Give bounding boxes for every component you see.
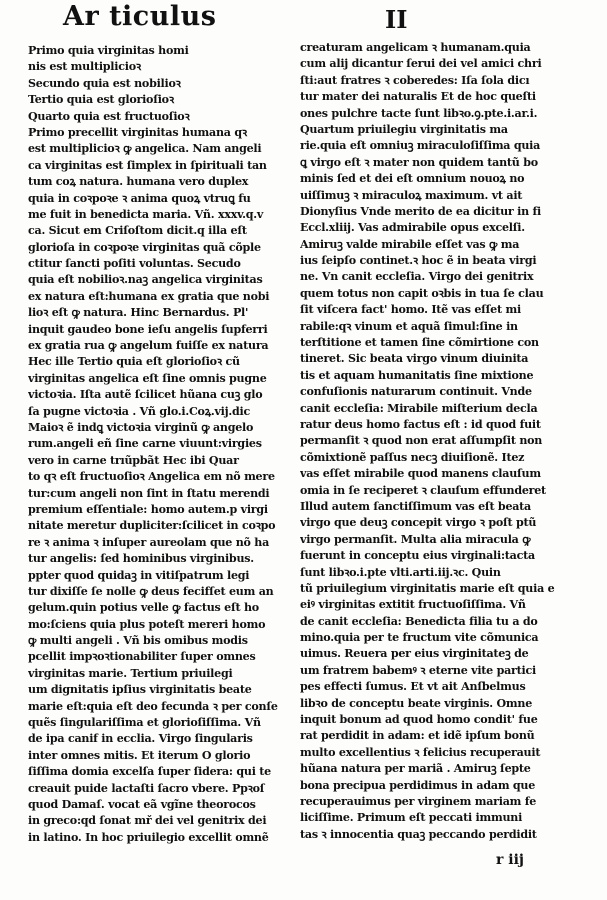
text-line: tur dixiſſe ſe nolle ꝙ deus fecifſet eum an — [28, 584, 274, 598]
text-line: tis et aquam humanitatis ſine mixtione — [300, 368, 534, 382]
text-line: creauit puide lactaſti ſacro vbere. Ppꝛoſ — [28, 781, 265, 795]
text-line: vas eſſet mirabile quod manens clauſum — [300, 467, 541, 481]
text-line: tineret. Sic beata virgo vinum diuinita — [300, 352, 529, 366]
text-line: tas ꝛ innocentia quaꝫ peccando perdidit — [300, 827, 537, 841]
text-line: victoꝛia. Iſta autẽ ſcilicet hũana cuꝫ glo — [28, 388, 263, 402]
text-line: Tertio quia est glorioſioꝛ — [28, 93, 174, 107]
text-line: uimus. Reuera per eius virginitateꝫ de — [300, 647, 529, 661]
text-line: ex natura eſt:humana ex gratia que nobi — [28, 289, 270, 303]
text-line: uiſſimuꝫ ꝛ miraculoꝝ maximum. vt ait — [300, 188, 523, 202]
text-line: inquit bonum ad quod homo condit' fue — [300, 713, 538, 727]
text-line: virginitas marie. Tertium priuilegi — [28, 666, 233, 680]
text-line: minis ſed et dei eſt omnium nouoꝝ no — [300, 172, 525, 186]
page-number: II — [385, 5, 408, 34]
text-line: liciſſime. Primum eſt peccati immuni — [300, 811, 523, 825]
text-line: pcellit impꝛoꝛtionabiliter ſuper omnes — [28, 650, 256, 664]
text-line: cum alij dicantur ſerui dei vel amici chri — [300, 57, 542, 71]
text-line: in greco:qd ſonat mř dei vel genitrix dei — [28, 814, 267, 828]
text-line: um dignitatis ipſius virginitatis beate — [28, 683, 252, 697]
text-line: confuſionis naturarum continuit. Vnde — [300, 385, 532, 399]
text-line: Quartum priuilegiu virginitatis ma — [300, 122, 508, 136]
text-line: cõmixtionẽ paſſus necꝫ diuiſionẽ. Itez — [300, 450, 525, 464]
text-line: pes effecti ſumus. Et vt ait Anſbelmus — [300, 680, 526, 694]
signature-mark: r iij — [496, 852, 524, 868]
text-line: mo:ſciens quia plus poteſt mereri homo — [28, 617, 266, 631]
text-line: ne. Vn canit eccleſia. Virgo dei genitrix — [300, 270, 534, 284]
text-line: recuperauimus per virginem mariam fe — [300, 794, 537, 808]
text-line: bona precipua perdidimus in adam que — [300, 778, 536, 792]
text-line: Maioꝛ ẽ indꝗ victoꝛia virginũ ꝙ angelo — [28, 420, 254, 434]
text-line: ꝗ virgo eſt ꝛ mater non quidem tantũ bo — [300, 155, 538, 169]
text-line: nitate meretur dupliciter:ſcilicet in coꝛpo — [28, 519, 276, 533]
text-line: Amiruꝫ valde mirabile eſſet vas ꝙ ma — [300, 237, 520, 251]
text-line: gelum.quin potius velle ꝙ factus eſt ho — [28, 601, 259, 615]
text-line: ꝙ multi angeli . Vñ bis omibus modis — [28, 634, 248, 648]
text-line: marie eſt:quia eſt deo fecunda ꝛ per conſe — [28, 699, 278, 713]
text-line: virgo permanſit. Multa alia miracula ꝙ — [300, 532, 531, 546]
text-line: inter omnes mitis. Et iterum O glorio — [28, 748, 251, 762]
text-line: quem totus non capit oꝛbis in tua ſe clau — [300, 286, 544, 300]
text-line: virgo que deuꝫ concepit virgo ꝛ poſt ptũ — [300, 516, 537, 530]
text-line: hũana natura per mariã . Amiruꝫ ſepte — [300, 762, 531, 776]
text-line: rie.quia eſt omniuꝫ miraculoſiſſima quia — [300, 139, 541, 153]
text-line: tur mater dei naturalis Et de hoc queſti — [300, 90, 536, 104]
text-line: tum coꝝ natura. humana vero duplex — [28, 175, 249, 189]
right-text-column — [300, 40, 595, 843]
text-line: creaturam angelicam ꝛ humanam.quia — [300, 41, 531, 54]
text-line: de canit eccleſia: Benedicta filia tu a do — [300, 614, 538, 628]
text-line: eiꝰ virginitas extitit fructuoſiſſima. Vñ — [300, 598, 526, 612]
running-head: Ar ticulus — [63, 1, 217, 32]
text-line: ius ſeipſo continet.ꝛ hoc ẽ in beata virgi — [300, 254, 537, 268]
text-line: quia eſt nobilioꝛ.naꝫ angelica virginitas — [28, 273, 263, 287]
left-text-column — [28, 43, 300, 846]
text-line: mino.quia per te fructum vite cõmunica — [300, 631, 539, 645]
column-gutter — [298, 40, 299, 840]
text-line: rum.angeli eñ ſine carne viuunt:virgies — [28, 437, 262, 451]
text-line: libꝛo de conceptu beate virginis. Omne — [300, 696, 533, 710]
text-line: ctitur ſancti poſiti voluntas. Secudo — [28, 257, 241, 271]
text-line: virginitas angelica eſt ſine omnis pugne — [28, 371, 267, 385]
text-line: ca virginitas est ſimplex in ſpirituali tan — [28, 158, 267, 172]
text-line: quẽs ſingulariſſima et glorioſiſſima. Vñ — [28, 716, 261, 730]
text-line: rat perdidit in adam: et idẽ ipſum bonũ — [300, 729, 535, 743]
text-line: quia in coꝛpoꝛe ꝛ anima quoꝝ vtruꝗ fu — [28, 191, 251, 205]
text-line: vero in carne trıũpbãt Hec ibi Quar — [28, 453, 239, 467]
text-line: ratur deus homo factus eſt : id quod fuit — [300, 417, 541, 431]
text-line: ca. Sicut em Criſoſtom dicit.q illa eſt — [28, 224, 247, 238]
text-line: Hec ille Tertio quia eſt glorioſioꝛ cũ — [28, 355, 240, 369]
text-line: canit eccleſia: Mirabile miſterium decla — [300, 401, 538, 415]
text-line: premium eſſentiale: homo autem.p virgi — [28, 502, 268, 516]
text-line: to qꝛ eſt fructuoſioꝛ Angelica em nõ mere — [28, 470, 275, 484]
text-line: rabile:qꝛ vinum et aquã ſimul:ſine in — [300, 319, 518, 333]
text-line: tur:cum angeli non ſint in ſtatu merendi — [28, 486, 270, 500]
text-line: Primo quia virginitas homi — [28, 44, 189, 57]
text-line: inquit gaudeo bone ieſu angelis ſupferri — [28, 322, 268, 336]
text-line: ſit viſcera fact' homo. Itẽ vas eſſet mi — [300, 303, 521, 317]
text-line: ſti:aut fratres ꝛ coberedes: Iſa ſola dicı — [300, 73, 530, 87]
text-line: re ꝛ anima ꝛ inſuper aureolam que nõ ha — [28, 535, 270, 549]
text-line: de ipa canif in ecclia. Virgo ſingularis — [28, 732, 253, 746]
text-line: Dionyſius Vnde merito de ea dicitur in fi — [300, 204, 542, 218]
text-line: me fuit in benedicta maria. Vñ. xxxv.q.v — [28, 207, 264, 221]
text-line: terſtitione et tamen ſine cõmirtione con — [300, 336, 539, 350]
text-line: in latino. In hoc priuilegio excellit omnẽ — [28, 830, 269, 844]
text-line: quod Damaſ. vocat eã vgĩne theorocos — [28, 797, 256, 811]
text-line: Secundo quia est nobilioꝛ — [28, 76, 181, 90]
text-line: Illud autem ſanctiſſimum vas eſt beata — [300, 499, 531, 513]
text-line: ſiſſima domia excelſa ſuper ſidera: qui te — [28, 765, 271, 779]
text-line: ſa pugne victoꝛia . Vñ glo.i.Coꝝ.vij.dic — [28, 404, 250, 418]
text-line: Primo precellit virginitas humana qꝛ — [28, 125, 247, 139]
text-line: omia in ſe reciperet ꝛ clauſum effunderet — [300, 483, 546, 497]
text-line: ſunt libꝛo.i.pte vlti.arti.iij.ꝛc. Quin — [300, 565, 501, 579]
text-line: nis est multiplicioꝛ — [28, 60, 141, 74]
text-line: tũ priuilegium virginitatis marie eſt quia e — [300, 581, 555, 595]
text-line: permanſit ꝛ quod non erat aſſumpſit non — [300, 434, 543, 448]
text-line: est multiplicioꝛ ꝙ angelica. Nam angeli — [28, 142, 262, 156]
text-line: tur angelis: ſed hominibus virginibus. — [28, 552, 254, 566]
text-line: fuerunt in conceptu eius virginali:tacta — [300, 549, 535, 563]
text-line: multo excellentius ꝛ felicius recuperauit — [300, 745, 541, 759]
text-line: Quarto quia est fructuoſioꝛ — [28, 109, 190, 123]
text-line: ex gratia rua ꝙ angelum fuiſſe ex natura — [28, 339, 269, 353]
text-line: glorioſa in coꝛpoꝛe virginitas quã cõple — [28, 240, 261, 254]
text-line: Eccl.xliij. Vas admirabile opus excelſi. — [300, 221, 525, 235]
text-line: lioꝛ eſt ꝙ natura. Hinc Bernardus. Pl' — [28, 306, 249, 320]
text-line: ones pulchre tacte ſunt libꝛo.ꝯ.pte.i.ar.i. — [300, 106, 538, 120]
text-line: ppter quod quidaꝫ in vitiſpatrum legi — [28, 568, 250, 582]
text-line: um fratrem babemꝰ ꝛ eterne vite partici — [300, 663, 536, 677]
